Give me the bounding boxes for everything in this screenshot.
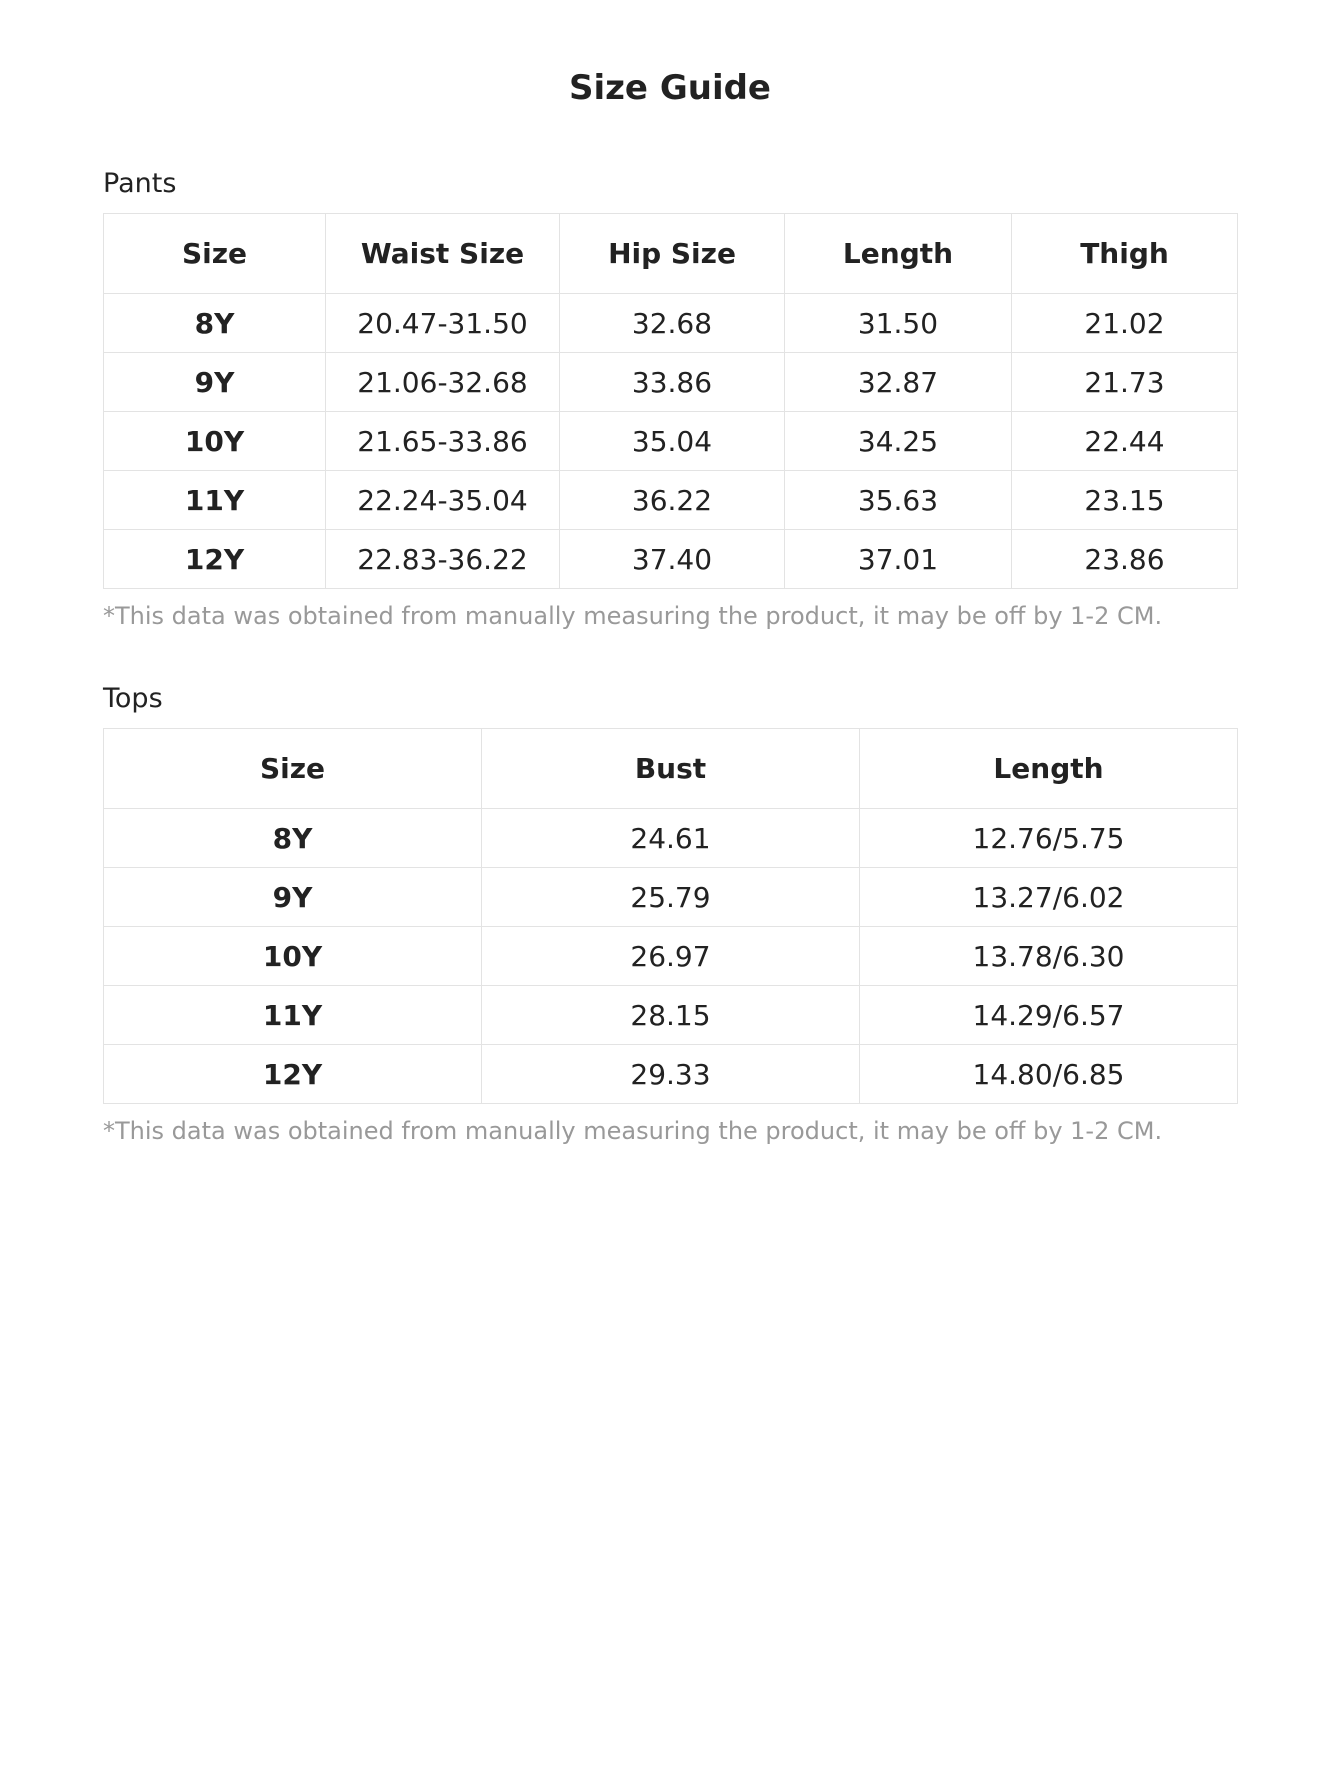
size-cell: 9Y (104, 868, 482, 927)
table-row (104, 471, 1238, 530)
page-title: Size Guide (569, 68, 771, 108)
table-header-row (104, 214, 1238, 294)
length-cell: 13.78/6.30 (860, 927, 1238, 986)
tops-size-table (103, 728, 1238, 1104)
length-cell: 32.87 (785, 353, 1012, 412)
bust-cell: 24.61 (482, 809, 860, 868)
column-header-bust: Bust (482, 729, 860, 809)
size-cell: 11Y (104, 471, 326, 530)
column-header-length: Length (860, 729, 1238, 809)
column-header-hip-size: Hip Size (560, 214, 785, 294)
waist-size-cell: 22.83-36.22 (326, 530, 560, 589)
size-cell: 11Y (104, 986, 482, 1045)
table-row (104, 868, 1238, 927)
pants-section (103, 166, 1237, 631)
length-cell: 14.80/6.85 (860, 1045, 1238, 1104)
waist-size-cell: 21.65-33.86 (326, 412, 560, 471)
length-cell: 35.63 (785, 471, 1012, 530)
length-cell: 34.25 (785, 412, 1012, 471)
hip-size-cell: 35.04 (560, 412, 785, 471)
thigh-cell: 22.44 (1012, 412, 1238, 471)
size-cell: 12Y (104, 530, 326, 589)
column-header-thigh: Thigh (1012, 214, 1238, 294)
hip-size-cell: 32.68 (560, 294, 785, 353)
hip-size-cell: 33.86 (560, 353, 785, 412)
thigh-cell: 21.02 (1012, 294, 1238, 353)
table-row (104, 294, 1238, 353)
thigh-cell: 23.15 (1012, 471, 1238, 530)
table-row (104, 927, 1238, 986)
size-cell: 8Y (104, 294, 326, 353)
table-row (104, 353, 1238, 412)
length-cell: 37.01 (785, 530, 1012, 589)
length-cell: 12.76/5.75 (860, 809, 1238, 868)
column-header-size: Size (104, 729, 482, 809)
thigh-cell: 23.86 (1012, 530, 1238, 589)
column-header-size: Size (104, 214, 326, 294)
table-row (104, 412, 1238, 471)
length-cell: 31.50 (785, 294, 1012, 353)
size-cell: 10Y (104, 412, 326, 471)
tops-section-title: Tops (103, 683, 163, 714)
tops-section (103, 681, 1237, 1146)
size-cell: 8Y (104, 809, 482, 868)
column-header-waist-size: Waist Size (326, 214, 560, 294)
size-cell: 12Y (104, 1045, 482, 1104)
bust-cell: 25.79 (482, 868, 860, 927)
bust-cell: 26.97 (482, 927, 860, 986)
waist-size-cell: 20.47-31.50 (326, 294, 560, 353)
table-row (104, 530, 1238, 589)
size-cell: 10Y (104, 927, 482, 986)
column-header-length: Length (785, 214, 1012, 294)
table-header-row (104, 729, 1238, 809)
waist-size-cell: 21.06-32.68 (326, 353, 560, 412)
pants-measurement-note: *This data was obtained from manually measuring the product, it may be off by 1-2 CM. (103, 602, 1163, 630)
thigh-cell: 21.73 (1012, 353, 1238, 412)
pants-section-title: Pants (103, 168, 177, 199)
size-cell: 9Y (104, 353, 326, 412)
bust-cell: 29.33 (482, 1045, 860, 1104)
bust-cell: 28.15 (482, 986, 860, 1045)
length-cell: 14.29/6.57 (860, 986, 1238, 1045)
table-row (104, 986, 1238, 1045)
pants-size-table (103, 213, 1238, 589)
length-cell: 13.27/6.02 (860, 868, 1238, 927)
hip-size-cell: 36.22 (560, 471, 785, 530)
table-row (104, 1045, 1238, 1104)
waist-size-cell: 22.24-35.04 (326, 471, 560, 530)
tops-measurement-note: *This data was obtained from manually measuring the product, it may be off by 1-2 CM. (103, 1117, 1163, 1145)
hip-size-cell: 37.40 (560, 530, 785, 589)
table-row (104, 809, 1238, 868)
